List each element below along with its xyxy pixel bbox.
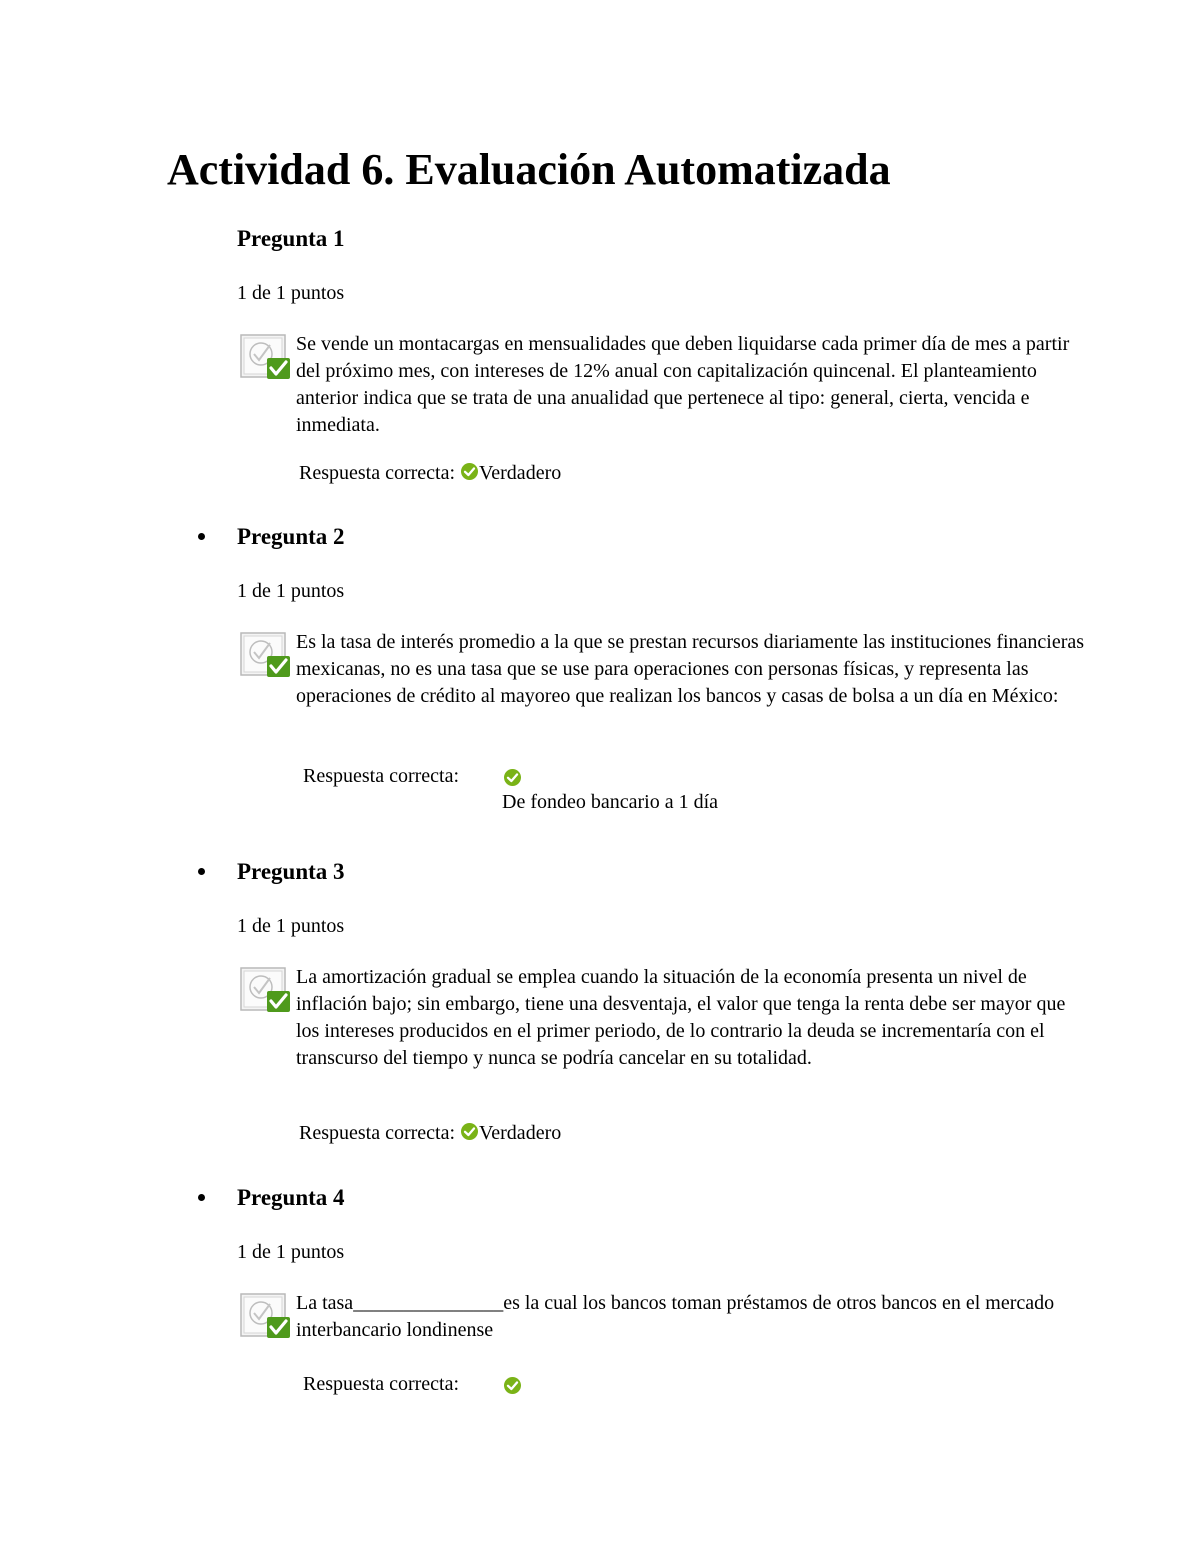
question-heading: Pregunta 3 — [237, 859, 345, 884]
answer-value: Verdadero — [479, 1122, 562, 1144]
check-circle-icon — [503, 1376, 522, 1395]
answer-row — [303, 1371, 459, 1397]
question-points: 1 de 1 puntos — [237, 580, 345, 602]
question-4 — [0, 1183, 1200, 1423]
answer-label: Respuesta correcta: — [299, 1122, 456, 1144]
list-bullet — [198, 1194, 205, 1201]
check-circle-icon — [460, 462, 479, 481]
correct-question-icon — [240, 630, 292, 680]
question-text: La amortización gradual se emplea cuando la situación de la economía presenta un nivel de inflación bajo; sin embargo, tiene una desventaja, el valor que tenga la renta debe ser mayor que los intereses producidos en el primer periodo, de lo contrario la deuda se incrementaría con el transcurso del tiempo y nunca se podría cancelar en su totalidad. — [296, 966, 1066, 1069]
question-points: 1 de 1 puntos — [237, 915, 345, 937]
question-text: Es la tasa de interés promedio a la que se prestan recursos diariamente las instituciones financieras mexicanas, no es una tasa que se use para operaciones con personas físicas, y representa las operaciones de crédito al mayoreo que realizan los bancos y casas de bolsa a un día en México: — [296, 631, 1085, 707]
question-text: Se vende un montacargas en mensualidades que deben liquidarse cada primer día de mes a partir del próximo mes, con intereses de 12% anual con capitalización quincenal. El planteamiento anterior indica que se trata de una anualidad que pertenece al tipo: general, cierta, vencida e inmediata. — [296, 333, 1070, 436]
list-bullet — [198, 533, 205, 540]
question-points: 1 de 1 puntos — [237, 1241, 345, 1263]
question-heading: Pregunta 1 — [237, 226, 345, 251]
question-heading: Pregunta 2 — [237, 524, 345, 549]
list-bullet — [198, 868, 205, 875]
answer-row — [299, 460, 561, 486]
question-2 — [0, 522, 1200, 832]
correct-question-icon — [240, 332, 292, 382]
question-points: 1 de 1 puntos — [237, 282, 345, 304]
correct-question-icon — [240, 965, 292, 1015]
question-heading: Pregunta 4 — [237, 1185, 345, 1210]
question-text: La tasa_______________es la cual los bancos toman préstamos de otros bancos en el mercado interbancario londinense — [296, 1292, 1055, 1341]
correct-question-icon — [240, 1291, 292, 1341]
answer-label: Respuesta correcta: — [303, 765, 460, 787]
question-1 — [0, 224, 1200, 504]
answer-value: Verdadero — [479, 462, 562, 484]
answer-label: Respuesta correcta: — [299, 462, 456, 484]
answer-label: Respuesta correcta: — [303, 1373, 460, 1395]
answer-value: De fondeo bancario a 1 día — [502, 791, 719, 813]
check-circle-icon — [460, 1122, 479, 1141]
answer-row — [303, 763, 459, 789]
answer-row — [299, 1120, 561, 1146]
page-title: Actividad 6. Evaluación Automatizada — [167, 145, 891, 194]
check-circle-icon — [503, 768, 522, 787]
question-3 — [0, 857, 1200, 1157]
